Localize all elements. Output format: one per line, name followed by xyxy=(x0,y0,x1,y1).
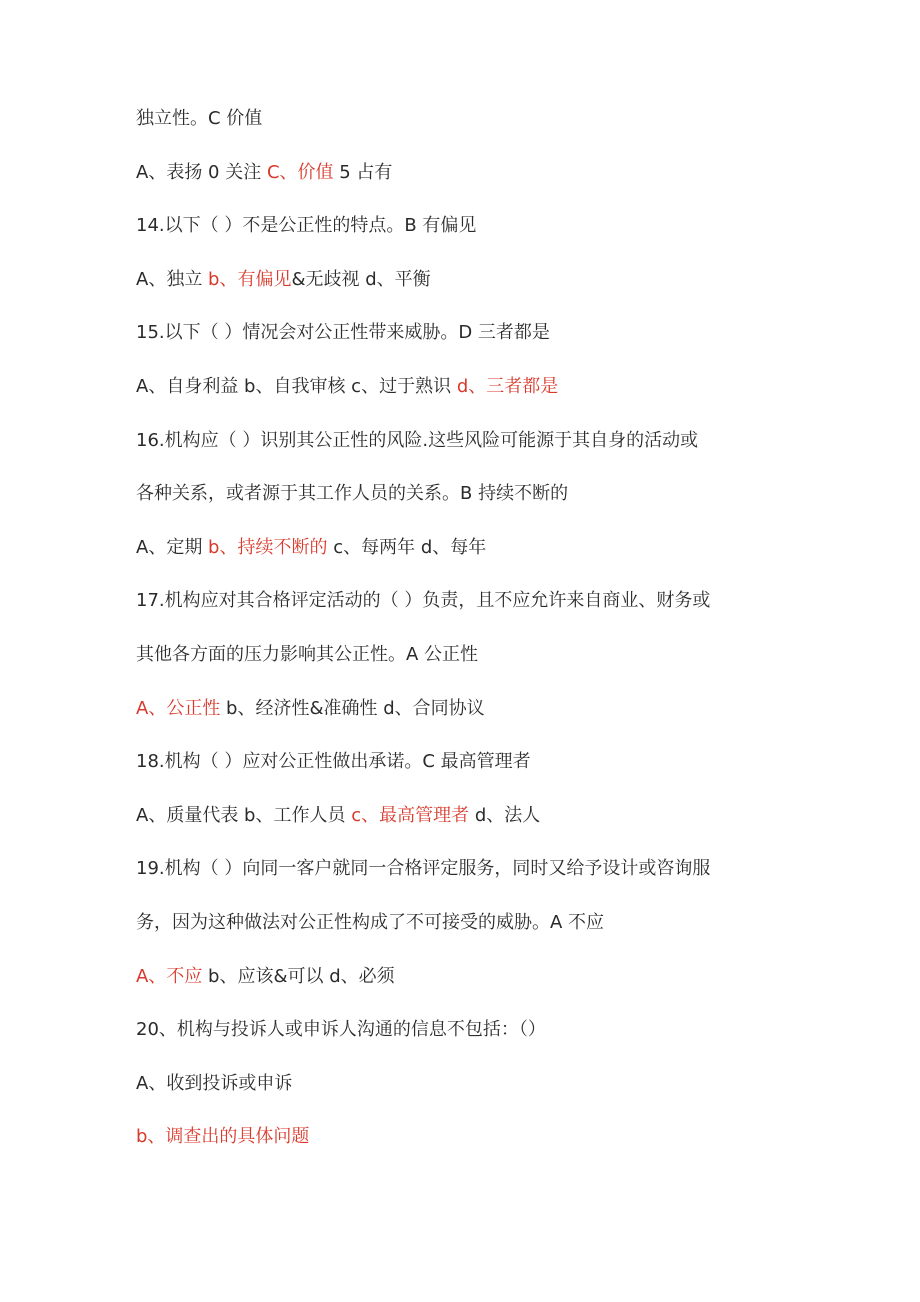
text-line xyxy=(136,102,776,156)
text-line xyxy=(136,584,776,638)
text-line xyxy=(136,1120,776,1174)
text-line xyxy=(136,209,776,263)
text-segment: A、表扬 0 关注 xyxy=(136,161,267,183)
answer-highlight: A、公正性 xyxy=(136,697,221,719)
answer-highlight: d、三者都是 xyxy=(456,375,559,397)
document-body xyxy=(136,102,776,1174)
text-line xyxy=(136,692,776,746)
text-segment: c、每两年 d、每年 xyxy=(327,536,487,558)
answer-highlight: C、价值 xyxy=(266,161,334,183)
text-segment: A、自身利益 b、自我审核 c、过于熟识 xyxy=(136,375,457,397)
text-segment: 20、机构与投诉人或申诉人沟通的信息不包括：（） xyxy=(136,1019,546,1041)
text-segment: &无歧视 d、平衡 xyxy=(291,268,431,290)
text-segment: 18.机构（ ）应对公正性做出承诺。C 最高管理者 xyxy=(136,751,531,773)
text-line xyxy=(136,370,776,424)
text-line xyxy=(136,424,776,478)
text-line xyxy=(136,263,776,317)
text-line xyxy=(136,531,776,585)
text-segment: d、法人 xyxy=(469,804,541,826)
text-segment: A、质量代表 b、工作人员 xyxy=(136,804,352,826)
text-segment: b、应该&可以 d、必须 xyxy=(202,965,395,987)
text-segment: 17.机构应对其合格评定活动的（ ）负责，且不应允许来自商业、财务或 xyxy=(136,590,711,612)
text-line xyxy=(136,156,776,210)
text-segment: 15.以下（ ）情况会对公正性带来威胁。D 三者都是 xyxy=(136,322,550,344)
text-segment: 其他各方面的压力影响其公正性。A 公正性 xyxy=(136,643,479,665)
text-line xyxy=(136,1013,776,1067)
text-line xyxy=(136,799,776,853)
text-line xyxy=(136,960,776,1014)
text-segment: 独立性。C 价值 xyxy=(136,108,263,129)
text-segment: A、定期 xyxy=(136,536,209,558)
answer-highlight: b、有偏见 xyxy=(208,268,292,290)
text-line xyxy=(136,316,776,370)
text-segment: 务，因为这种做法对公正性构成了不可接受的威胁。A 不应 xyxy=(136,911,605,933)
text-line xyxy=(136,852,776,906)
text-segment: 14.以下（ ）不是公正性的特点。B 有偏见 xyxy=(136,215,477,237)
text-segment: A、收到投诉或申诉 xyxy=(136,1072,293,1094)
answer-highlight: b、调查出的具体问题 xyxy=(136,1126,310,1148)
text-segment: 16.机构应（ ）识别其公正性的风险.这些风险可能源于其自身的活动或 xyxy=(136,429,699,451)
text-line xyxy=(136,1067,776,1121)
text-segment: 19.机构（ ）向同一客户就同一合格评定服务，同时又给予设计或咨询服 xyxy=(136,858,711,880)
text-segment: b、经济性&准确性 d、合同协议 xyxy=(220,697,485,719)
text-line xyxy=(136,745,776,799)
text-line xyxy=(136,477,776,531)
text-line xyxy=(136,906,776,960)
text-line xyxy=(136,638,776,692)
answer-highlight: c、最高管理者 xyxy=(351,804,470,826)
text-segment: A、独立 xyxy=(136,268,209,290)
text-segment: 各种关系，或者源于其工作人员的关系。B 持续不断的 xyxy=(136,483,569,505)
text-segment: 5 占有 xyxy=(333,161,393,183)
answer-highlight: A、不应 xyxy=(136,965,203,987)
answer-highlight: b、持续不断的 xyxy=(208,536,328,558)
